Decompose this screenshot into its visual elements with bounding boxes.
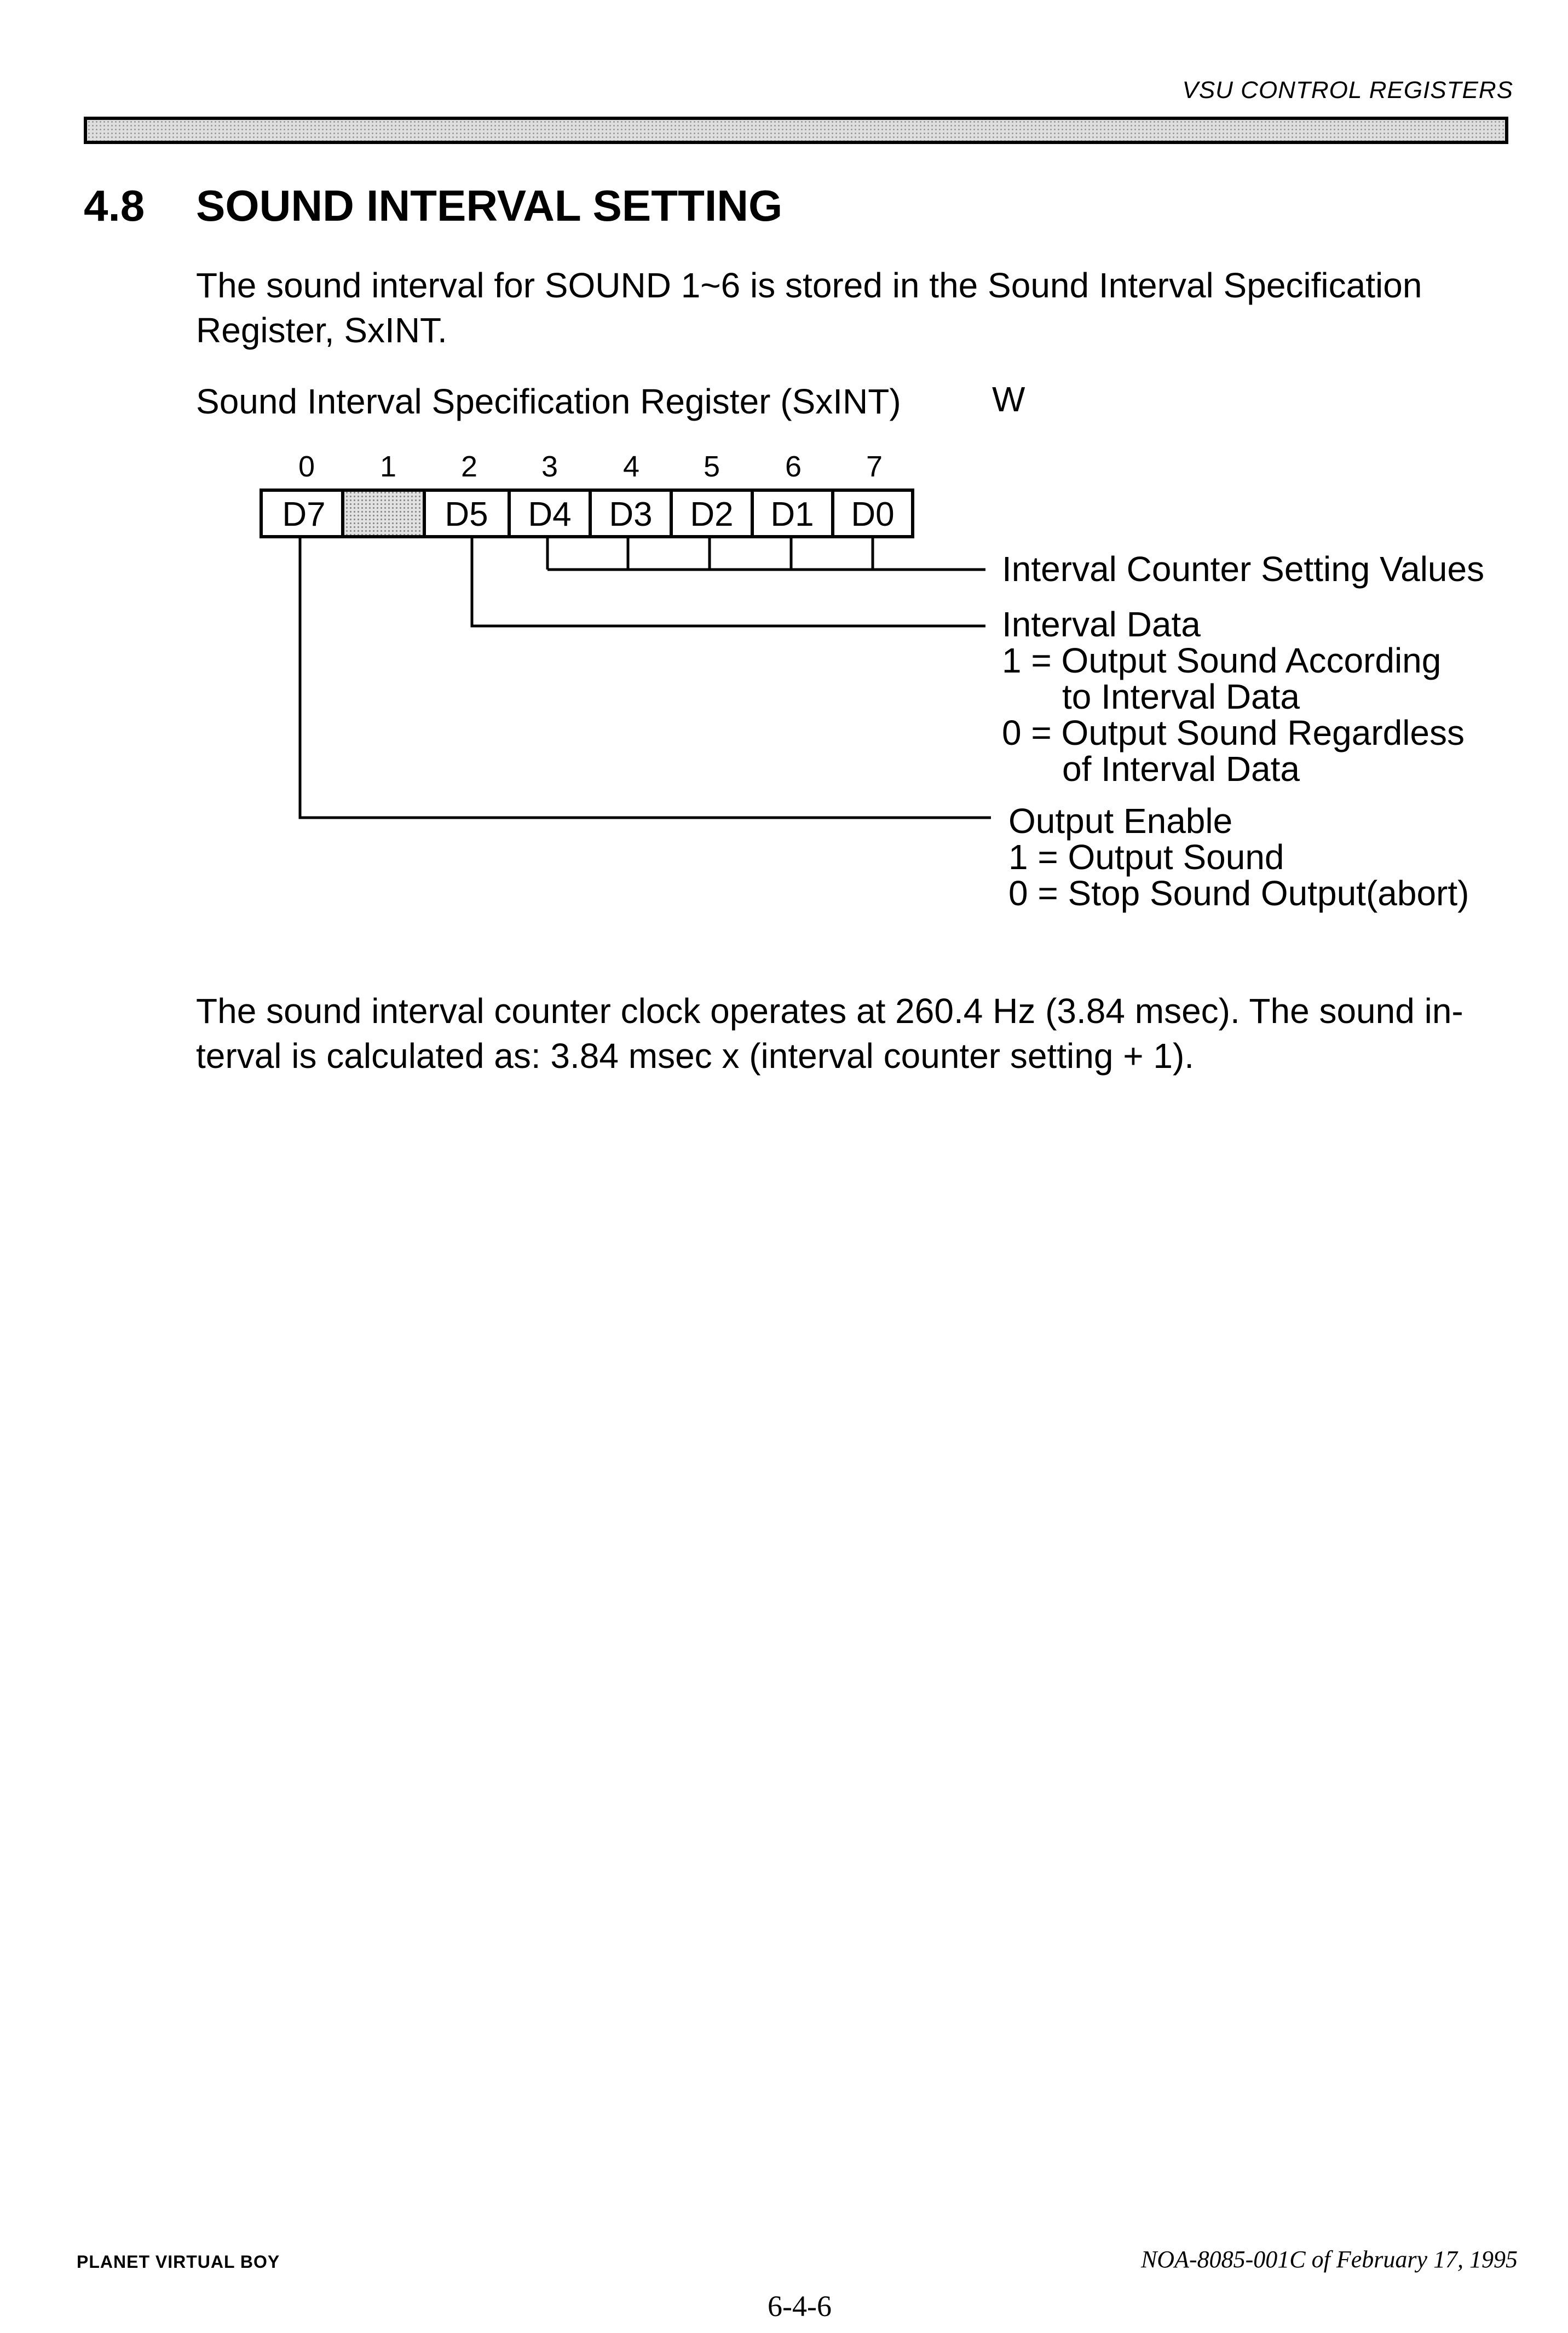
page-number: 6-4-6 [768, 2290, 832, 2323]
footer-publication: PLANET VIRTUAL BOY [77, 2252, 280, 2272]
interval-data-title: Interval Data [1002, 605, 1201, 644]
output-enable-line-2: 0 = Stop Sound Output(abort) [1008, 874, 1469, 913]
footer-document-id: NOA-8085-001C of February 17, 1995 [1140, 2246, 1518, 2273]
cell-d4: D4 [528, 496, 572, 533]
bit-number-1: 6 [785, 450, 802, 483]
output-enable-leader [300, 537, 991, 818]
header-rule-bar [84, 117, 1508, 144]
bit-number-7: 0 [298, 450, 315, 483]
bit-number-5: 2 [460, 450, 478, 483]
running-header: VSU CONTROL REGISTERS [1182, 77, 1513, 104]
interval-data-leader [472, 537, 985, 626]
bit-number-3: 4 [622, 450, 640, 483]
register-caption: Sound Interval Specification Register (SxINT) [196, 382, 901, 421]
closing-line-1: The sound interval counter clock operates at 260.4 Hz (3.84 msec). The sound in- [196, 991, 1463, 1031]
register-access-mode: W [992, 380, 1025, 419]
counter-bracket [547, 537, 985, 570]
interval-data-line-3: 0 = Output Sound Regardless [1002, 713, 1465, 752]
closing-paragraph [196, 989, 1463, 1078]
bit-number-2: 5 [703, 450, 720, 483]
section-title: SOUND INTERVAL SETTING [196, 181, 783, 230]
cell-d3: D3 [609, 496, 653, 533]
register-outline [261, 490, 913, 537]
interval-data-line-1: 1 = Output Sound According [1002, 641, 1442, 680]
closing-line-2: terval is calculated as: 3.84 msec x (interval counter setting + 1). [196, 1036, 1195, 1076]
interval-data-line-2: to Interval Data [1062, 677, 1300, 716]
cell-d5: D5 [445, 496, 488, 533]
bit-number-6: 1 [379, 450, 397, 483]
section-number: 4.8 [84, 181, 145, 230]
bit-number-4: 3 [541, 450, 558, 483]
reserved-bit-6-cell [343, 492, 424, 535]
output-enable-line-1: 1 = Output Sound [1008, 837, 1284, 877]
cell-d1: D1 [770, 496, 814, 533]
counter-setting-label: Interval Counter Setting Values [1002, 549, 1485, 589]
output-enable-title: Output Enable [1008, 801, 1233, 841]
interval-data-line-4: of Interval Data [1062, 749, 1300, 789]
intro-paragraph [196, 263, 1422, 353]
intro-line-2: Register, SxINT. [196, 311, 447, 350]
intro-line-1: The sound interval for SOUND 1~6 is stored in the Sound Interval Specification [196, 266, 1422, 305]
cell-d0: D0 [851, 496, 895, 533]
cell-d7: D7 [282, 496, 326, 533]
cell-d2: D2 [690, 496, 734, 533]
bit-number-0: 7 [866, 450, 883, 483]
